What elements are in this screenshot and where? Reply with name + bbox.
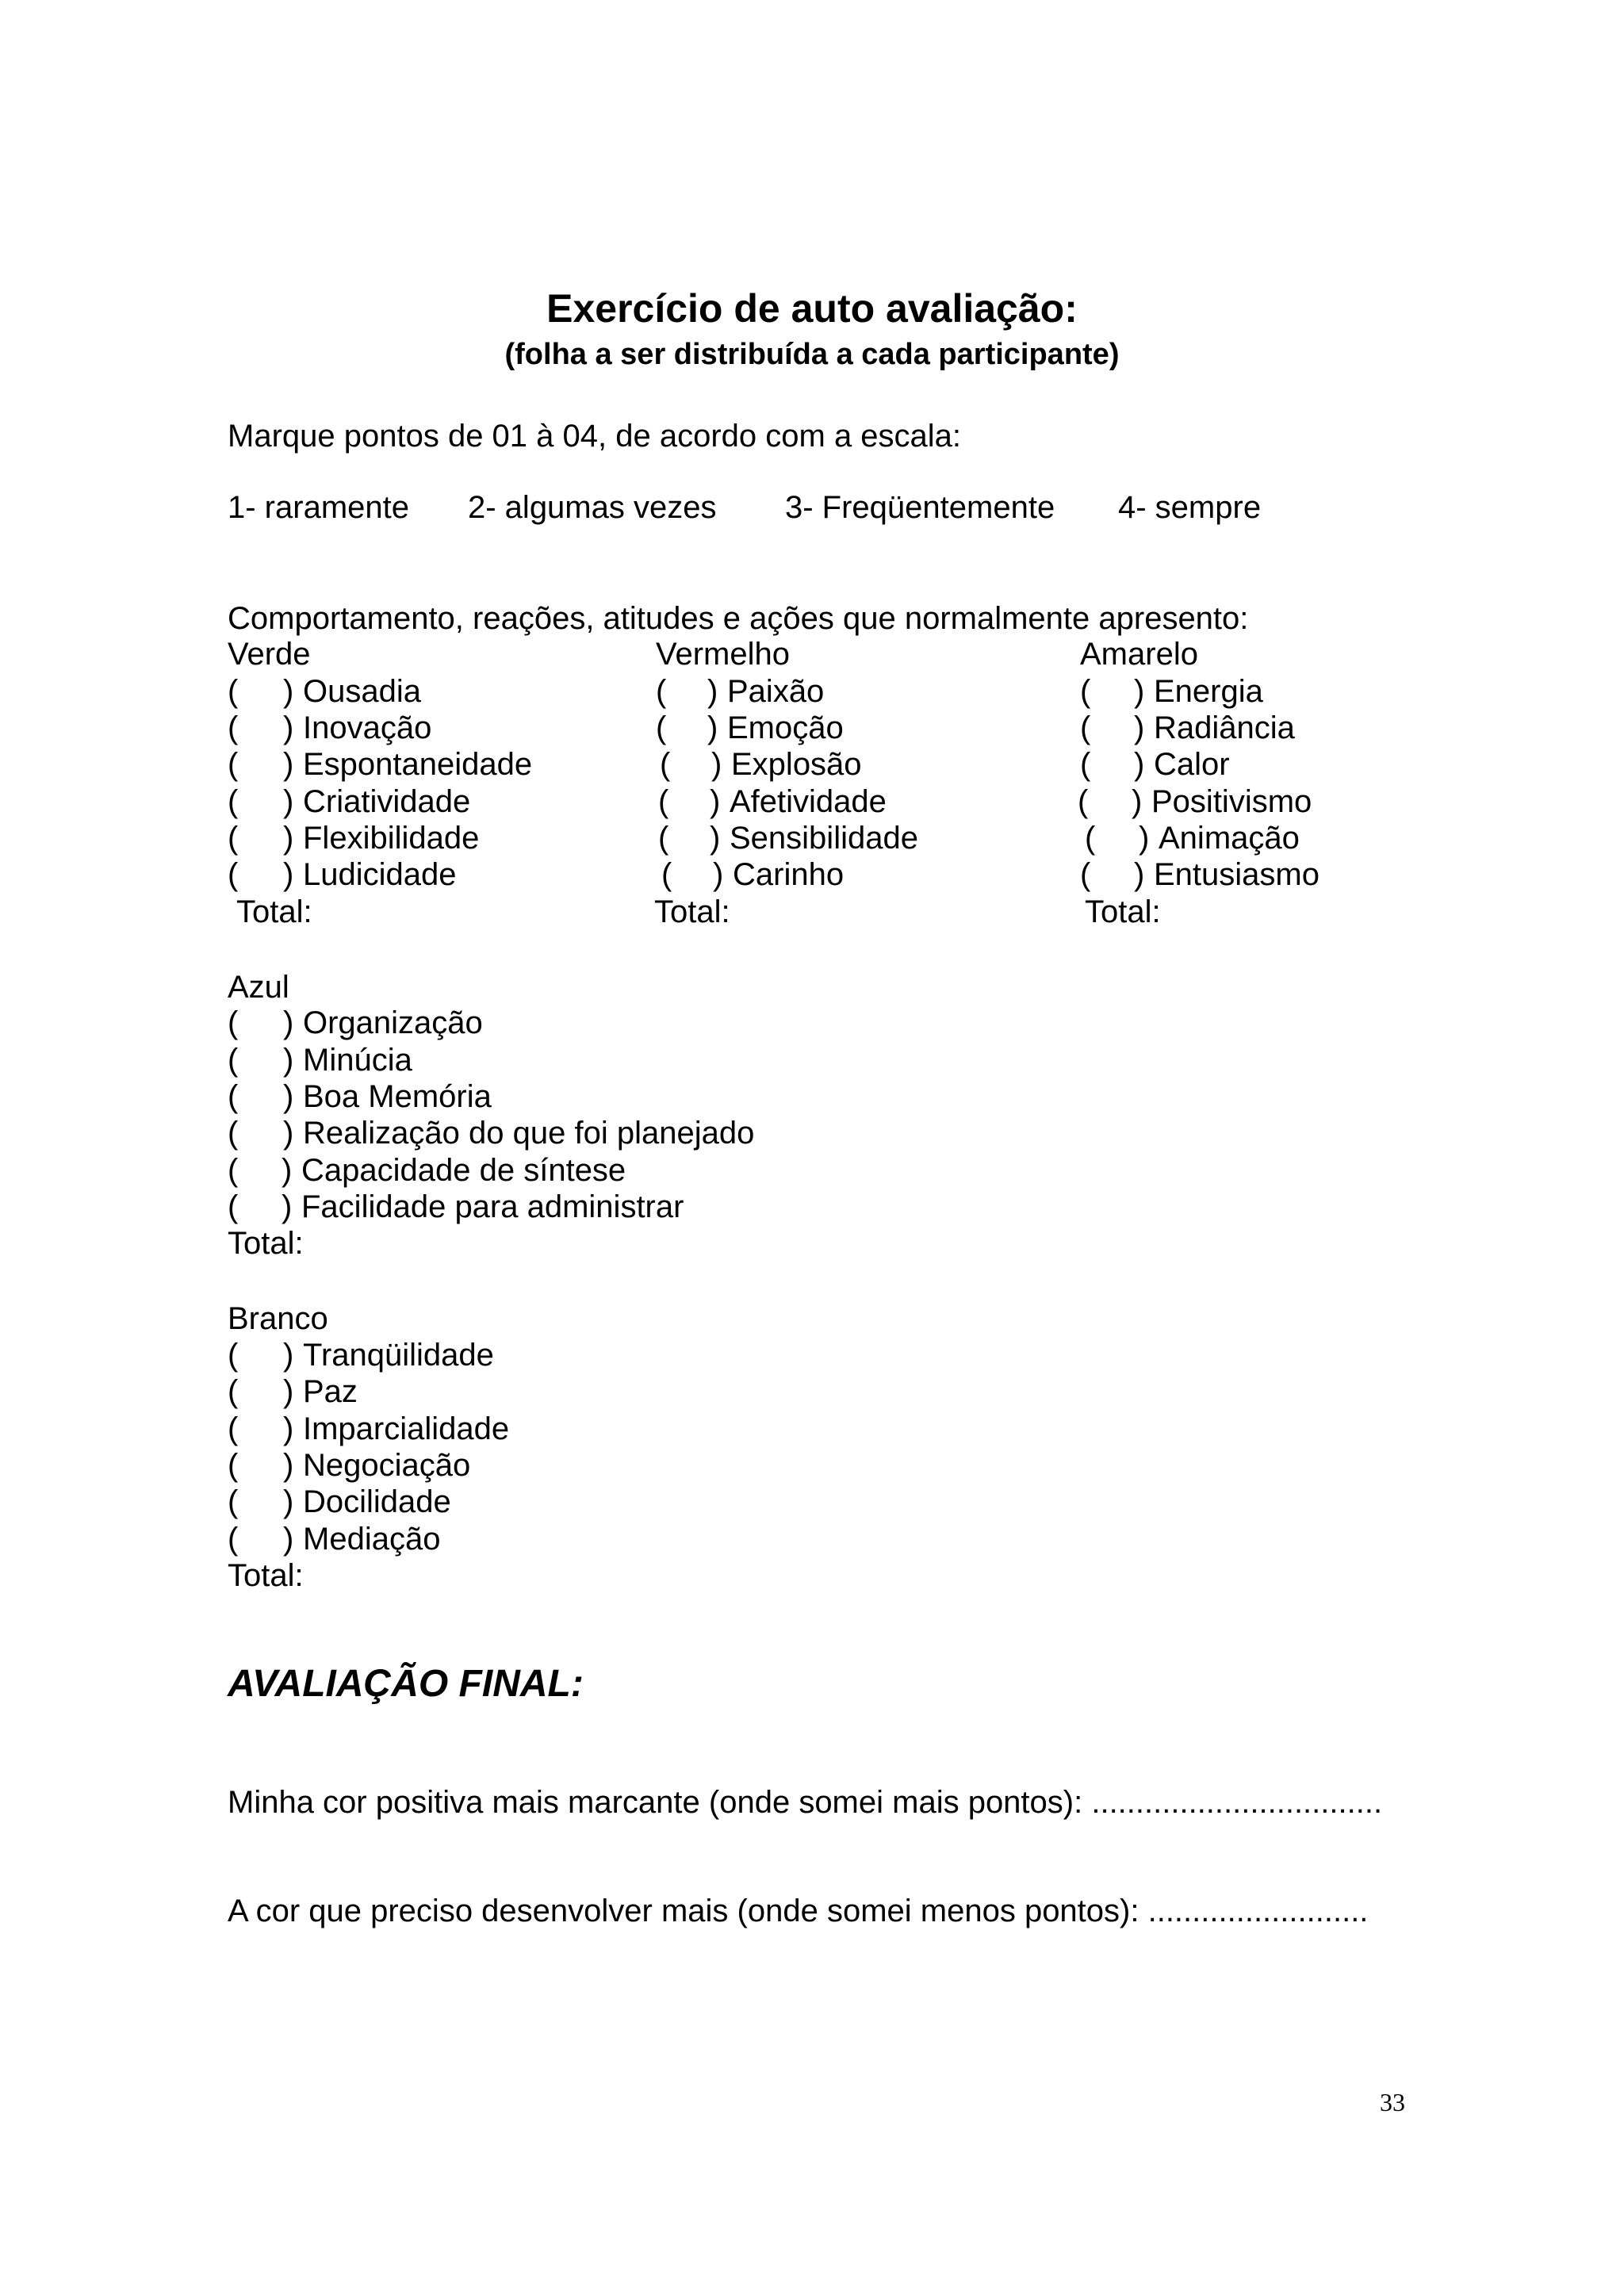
paren-close: ) — [283, 747, 294, 782]
item-label: Calor — [1154, 747, 1230, 782]
item-label: Explosão — [731, 747, 862, 782]
paren-close: ) — [1134, 674, 1145, 709]
paren-open: ( — [228, 821, 239, 856]
paren-close: ) — [1134, 857, 1145, 892]
paren-close: ) — [710, 821, 721, 856]
scale-item-3: 3- Freqüentemente — [785, 490, 1055, 525]
paren-close: ) — [283, 1005, 294, 1040]
item-label: Boa Memória — [303, 1079, 492, 1114]
paren-open: ( — [1078, 784, 1089, 819]
paren-open: ( — [228, 1338, 239, 1373]
paren-open: ( — [1080, 747, 1091, 782]
paren-close: ) — [707, 710, 718, 745]
item-label: Paixão — [727, 674, 825, 709]
paren-open: ( — [656, 710, 667, 745]
paren-open: ( — [228, 1448, 239, 1483]
paren-open: ( — [228, 1079, 239, 1114]
paren-close: ) — [283, 710, 294, 745]
item-label: Ousadia — [303, 674, 421, 709]
final-line-color-to-develop[interactable]: A cor que preciso desenvolver mais (onde somei menos pontos): ......................... — [228, 1894, 1369, 1928]
paren-open: ( — [228, 1374, 239, 1409]
paren-close: ) — [283, 857, 294, 892]
item-label: Organização — [303, 1005, 483, 1040]
paren-open: ( — [228, 1153, 239, 1188]
item-label: Paz — [303, 1374, 358, 1409]
item-label: Ludicidade — [303, 857, 457, 892]
paren-open: ( — [1080, 674, 1091, 709]
item-label: Emoção — [727, 710, 844, 745]
paren-close: ) — [710, 784, 721, 819]
paren-open: ( — [228, 1043, 239, 1078]
final-evaluation-heading: AVALIAÇÃO FINAL: — [228, 1663, 584, 1705]
paren-close: ) — [282, 1153, 293, 1188]
group-name-azul: Azul — [228, 970, 289, 1005]
item-label: Inovação — [303, 710, 432, 745]
paren-open: ( — [228, 784, 239, 819]
total-label-amarelo: Total: — [1085, 894, 1161, 929]
paren-open: ( — [658, 821, 669, 856]
item-label: Tranqüilidade — [303, 1338, 494, 1373]
page-number: 33 — [1380, 2088, 1405, 2116]
paren-close: ) — [1139, 821, 1150, 856]
item-label: Negociação — [303, 1448, 471, 1483]
paren-open: ( — [228, 857, 239, 892]
paren-close: ) — [1132, 784, 1143, 819]
item-label: Capacidade de síntese — [301, 1153, 626, 1188]
paren-close: ) — [283, 1374, 294, 1409]
item-label: Minúcia — [303, 1043, 412, 1078]
paren-close: ) — [283, 1448, 294, 1483]
paren-open: ( — [228, 1522, 239, 1557]
paren-open: ( — [228, 1116, 239, 1151]
item-label: Energia — [1154, 674, 1263, 709]
paren-open: ( — [228, 1411, 239, 1446]
paren-close: ) — [1134, 747, 1145, 782]
group-name-vermelho: Vermelho — [656, 637, 790, 672]
paren-close: ) — [711, 747, 722, 782]
page-subtitle: (folha a ser distribuída a cada participante) — [504, 338, 1120, 371]
total-label-branco: Total: — [228, 1558, 304, 1593]
paren-open: ( — [228, 674, 239, 709]
paren-close: ) — [283, 821, 294, 856]
item-label: Criatividade — [303, 784, 471, 819]
paren-close: ) — [283, 1484, 294, 1519]
paren-open: ( — [1080, 857, 1091, 892]
item-label: Docilidade — [303, 1484, 451, 1519]
paren-open: ( — [228, 710, 239, 745]
paren-open: ( — [228, 1189, 239, 1224]
scale-item-1: 1- raramente — [228, 490, 409, 525]
paren-close: ) — [713, 857, 724, 892]
paren-close: ) — [283, 1338, 294, 1373]
paren-close: ) — [282, 1189, 293, 1224]
paren-close: ) — [283, 1411, 294, 1446]
scale-item-2: 2- algumas vezes — [468, 490, 717, 525]
paren-close: ) — [283, 1116, 294, 1151]
page-title: Exercício de auto avaliação: — [546, 286, 1078, 331]
paren-open: ( — [656, 674, 667, 709]
item-label: Facilidade para administrar — [301, 1189, 684, 1224]
item-label: Entusiasmo — [1154, 857, 1320, 892]
paren-open: ( — [1080, 710, 1091, 745]
item-label: Afetividade — [730, 784, 887, 819]
instructions-text: Marque pontos de 01 à 04, de acordo com a escala: — [228, 419, 962, 454]
item-label: Flexibilidade — [303, 821, 480, 856]
scale-item-4: 4- sempre — [1118, 490, 1262, 525]
paren-close: ) — [283, 784, 294, 819]
item-label: Radiância — [1154, 710, 1295, 745]
total-label-verde: Total: — [236, 894, 312, 929]
total-label-azul: Total: — [228, 1226, 304, 1261]
item-label: Carinho — [733, 857, 845, 892]
final-line-strongest-color[interactable]: Minha cor positiva mais marcante (onde somei mais pontos): ................................. — [228, 1785, 1383, 1820]
item-label: Positivismo — [1151, 784, 1312, 819]
paren-close: ) — [283, 674, 294, 709]
group-name-amarelo: Amarelo — [1080, 637, 1198, 672]
item-label: Sensibilidade — [730, 821, 918, 856]
total-label-vermelho: Total: — [654, 894, 730, 929]
paren-open: ( — [228, 1484, 239, 1519]
paren-open: ( — [660, 747, 671, 782]
item-label: Animação — [1159, 821, 1300, 856]
paren-open: ( — [1085, 821, 1096, 856]
group-name-verde: Verde — [228, 637, 311, 672]
paren-close: ) — [283, 1522, 294, 1557]
paren-open: ( — [228, 747, 239, 782]
item-label: Mediação — [303, 1522, 441, 1557]
behaviour-intro: Comportamento, reações, atitudes e ações que normalmente apresento: — [228, 601, 1249, 636]
paren-close: ) — [707, 674, 718, 709]
paren-close: ) — [283, 1079, 294, 1114]
paren-open: ( — [661, 857, 672, 892]
paren-open: ( — [658, 784, 669, 819]
item-label: Realização do que foi planejado — [303, 1116, 755, 1151]
group-name-branco: Branco — [228, 1301, 328, 1336]
paren-close: ) — [283, 1043, 294, 1078]
item-label: Espontaneidade — [303, 747, 533, 782]
paren-close: ) — [1134, 710, 1145, 745]
item-label: Imparcialidade — [303, 1411, 510, 1446]
paren-open: ( — [228, 1005, 239, 1040]
